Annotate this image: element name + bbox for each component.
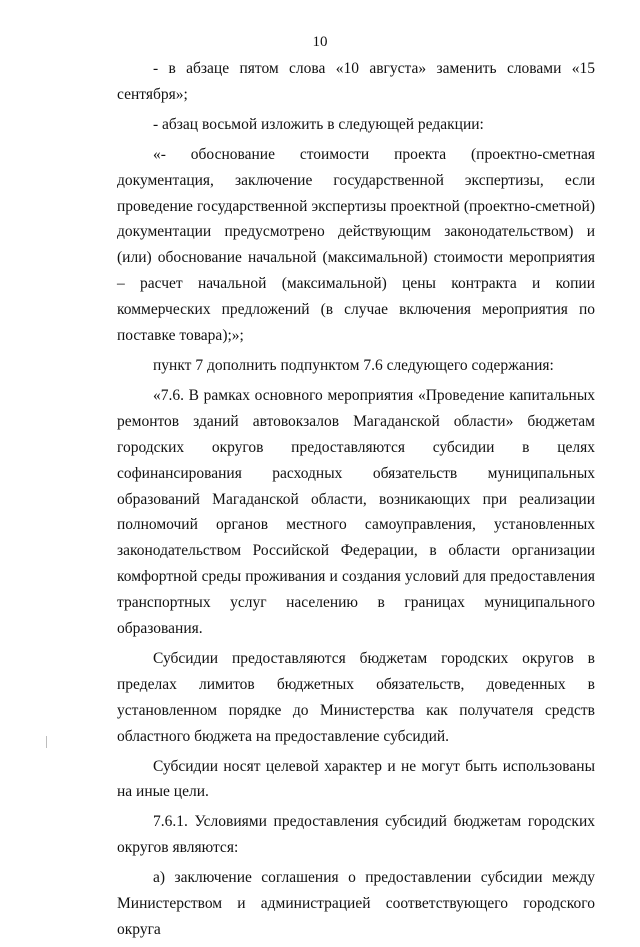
paragraph-7-6: «7.6. В рамках основного мероприятия «Проведение капитальных ремонтов зданий автовокзалов Магаданской области» бюджетам городских округов предоставляются субсидии в целях софинансирования расходных обязательств муниципальных образований Магаданской области, возникающих при реализации полномочий органов местного самоуправления, установленных законодательством Российской Федерации, в области организации комфортной среды проживания и создания условий для предоставления транспортных услуг населению в границах муниципального образования. [117, 386, 595, 638]
paragraph-subsidies-limits: Субсидии предоставляются бюджетам городских округов в пределах лимитов бюджетных обязательств, доведенных в установленном порядке до Министерства как получателя средств областного бюджета на предоставление субсидий. [117, 649, 595, 745]
paragraph-cost-justification: «- обоснование стоимости проекта (проектно-сметная документация, заключение государственной экспертизы, если проведение государственной экспертизы проектной (проектно-сметной) документации предусмотрено действующим законодательством) и (или) обоснование начальной (максимальной) стоимости мероприятия – расчет начальной (максимальной) цены контракта и копии коммерческих предложений (в случае включения мероприятия по поставке товара);»; [117, 145, 595, 345]
document-body [117, 56, 595, 947]
paragraph-point-seven-supplement: пункт 7 дополнить подпунктом 7.6 следующего содержания: [153, 356, 554, 374]
paragraph-subsidies-purpose: Субсидии носят целевой характер и не могут быть использованы на иные цели. [117, 757, 595, 801]
page-number: 10 [312, 34, 328, 50]
paragraph-amend-paragraph-five: - в абзаце пятом слова «10 августа» заменить словами «15 сентября»; [117, 60, 595, 103]
paragraph-paragraph-eight-intro: - абзац восьмой изложить в следующей редакции: [153, 115, 484, 133]
margin-mark [46, 736, 47, 748]
paragraph-condition-a: а) заключение соглашения о предоставлении субсидии между Министерством и администрацией соответствующего городского округа [117, 869, 595, 938]
paragraph-7-6-1: 7.6.1. Условиями предоставления субсидий бюджетам городских округов являются: [117, 813, 595, 857]
